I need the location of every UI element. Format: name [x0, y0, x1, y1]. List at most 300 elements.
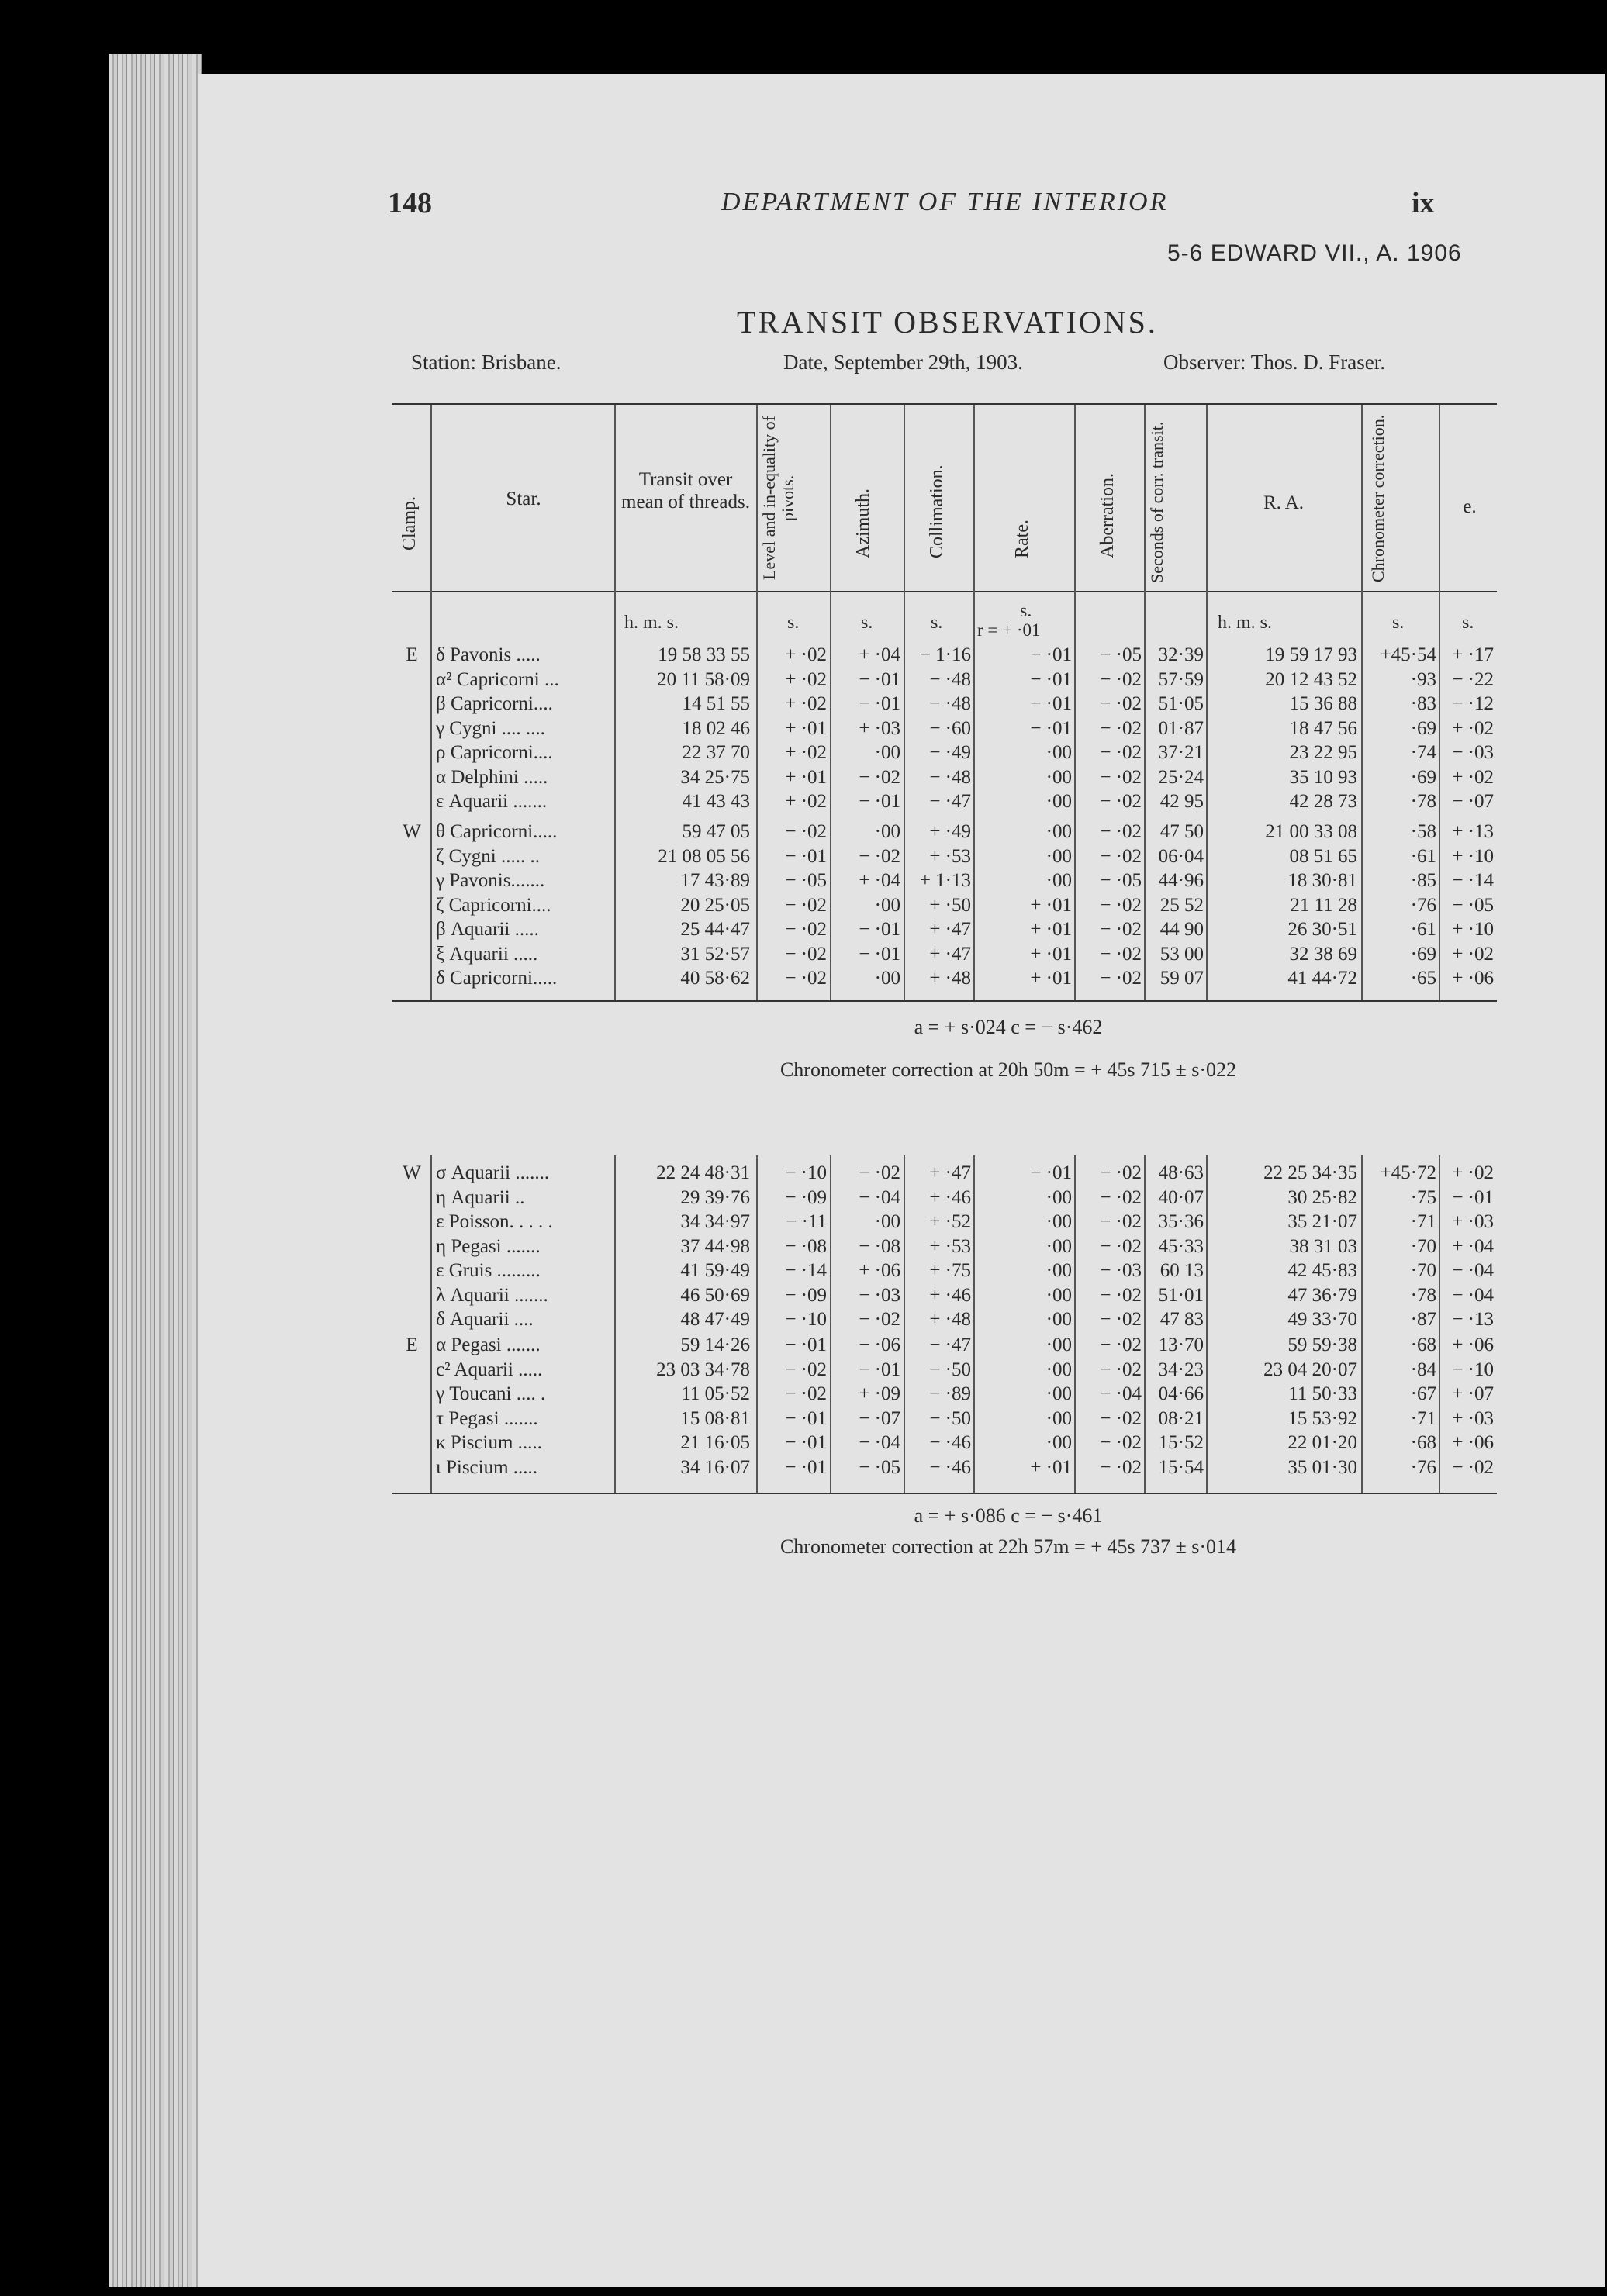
cell-chron: ·68 — [1410, 1432, 1436, 1453]
cell-seconds: 44 90 — [1159, 919, 1204, 940]
cell-level: − ·01 — [785, 1334, 827, 1355]
unit-e: s. — [1462, 613, 1474, 633]
cell-transit: 59 47 05 — [682, 821, 750, 842]
cell-star: ε Poisson. . . . . — [436, 1211, 553, 1232]
cell-chron: ·78 — [1410, 1284, 1436, 1306]
cell-rate: ·00 — [1045, 1383, 1072, 1404]
cell-aberration: − ·02 — [1100, 821, 1142, 842]
page-number: 148 — [388, 187, 432, 219]
cell-aberration: − ·02 — [1100, 919, 1142, 940]
col-header-clamp: Clamp. — [399, 496, 420, 551]
col-sep — [904, 405, 905, 1000]
col-header-level: Level and in-equality of pivots. — [759, 416, 798, 581]
col-header-ra: R. A. — [1263, 492, 1305, 513]
col-sep — [1074, 1155, 1076, 1493]
cell-e: − ·14 — [1452, 870, 1494, 891]
cell-ra: 38 31 03 — [1289, 1235, 1357, 1257]
cell-seconds: 37·21 — [1158, 742, 1204, 763]
cell-transit: 48 47·49 — [680, 1309, 750, 1330]
col-sep — [1361, 405, 1363, 1000]
cell-rate: ·00 — [1045, 1186, 1072, 1208]
cell-rate: ·00 — [1045, 821, 1072, 842]
cell-rate: ·00 — [1045, 845, 1072, 867]
cell-ra: 49 33·70 — [1287, 1309, 1357, 1330]
cell-rate: − ·01 — [1030, 693, 1072, 714]
cell-star: α Delphini ..... — [436, 766, 548, 788]
cell-transit: 25 44·47 — [680, 919, 750, 940]
cell-azimuth: − ·02 — [859, 845, 900, 867]
cell-star: ξ Aquarii ..... — [436, 943, 538, 965]
date-label: Date, September 29th, 1903. — [783, 350, 1023, 374]
cell-star: γ Pavonis....... — [436, 870, 545, 891]
cell-rate: ·00 — [1045, 742, 1072, 763]
cell-azimuth: − ·01 — [859, 693, 900, 714]
cell-seconds: 15·52 — [1158, 1432, 1204, 1453]
cell-e: + ·04 — [1452, 1235, 1494, 1257]
cell-star: β Capricorni.... — [436, 693, 553, 714]
cell-level: − ·14 — [785, 1260, 827, 1281]
col-header-aberration: Aberration. — [1097, 473, 1118, 558]
cell-chron: ·67 — [1410, 1383, 1436, 1404]
cell-chron: ·71 — [1410, 1211, 1436, 1232]
unit-ra: h. m. s. — [1218, 613, 1273, 633]
cell-ra: 15 53·92 — [1287, 1407, 1357, 1429]
cell-star: ζ Cygni ..... .. — [436, 845, 540, 867]
cell-rate: − ·01 — [1030, 1162, 1072, 1183]
cell-aberration: − ·02 — [1100, 943, 1142, 965]
cell-level: − ·09 — [785, 1186, 827, 1208]
col-header-rate: Rate. — [1012, 520, 1032, 558]
cell-azimuth: − ·01 — [859, 943, 900, 965]
cell-e: − ·07 — [1452, 791, 1494, 812]
cell-azimuth: ·00 — [874, 742, 900, 763]
cell-transit: 14 51 55 — [682, 693, 750, 714]
cell-collimation: + 1·13 — [919, 870, 971, 891]
cell-collimation: + ·47 — [929, 1162, 971, 1183]
cell-chron: ·69 — [1410, 717, 1436, 739]
cell-aberration: − ·02 — [1100, 1162, 1142, 1183]
cell-aberration: − ·04 — [1100, 1383, 1142, 1404]
cell-seconds: 57·59 — [1158, 668, 1204, 690]
cell-star: ζ Capricorni.... — [436, 894, 551, 916]
cell-chron: ·71 — [1410, 1407, 1436, 1429]
cell-seconds: 44·96 — [1158, 870, 1204, 891]
cell-azimuth: − ·03 — [859, 1284, 900, 1306]
cell-level: + ·02 — [785, 742, 827, 763]
cell-rate: + ·01 — [1030, 919, 1072, 940]
cell-chron: +45·54 — [1380, 644, 1436, 665]
cell-chron: ·70 — [1410, 1235, 1436, 1257]
cell-e: − ·10 — [1452, 1359, 1494, 1380]
cell-seconds: 08·21 — [1158, 1407, 1204, 1429]
cell-e: − ·13 — [1452, 1309, 1494, 1330]
col-sep — [830, 1155, 831, 1493]
cell-collimation: − ·48 — [929, 668, 971, 690]
cell-transit: 40 58·62 — [680, 968, 750, 989]
cell-aberration: − ·02 — [1100, 1334, 1142, 1355]
cell-e: + ·03 — [1452, 1211, 1494, 1232]
cell-level: − ·02 — [785, 1359, 827, 1380]
cell-seconds: 15·54 — [1158, 1456, 1204, 1478]
cell-seconds: 40·07 — [1158, 1186, 1204, 1208]
cell-azimuth: + ·04 — [859, 870, 900, 891]
cell-ra: 26 30·51 — [1287, 919, 1357, 940]
cell-collimation: + ·53 — [929, 845, 971, 867]
cell-clamp: E — [406, 644, 418, 665]
cell-level: − ·10 — [785, 1309, 827, 1330]
cell-rate: ·00 — [1045, 1211, 1072, 1232]
cell-ra: 18 47 56 — [1289, 717, 1357, 739]
unit-rate: s. — [1020, 601, 1032, 621]
unit-collimation: s. — [931, 613, 943, 633]
cell-chron: +45·72 — [1380, 1162, 1436, 1183]
col-sep — [614, 405, 616, 1000]
cell-transit: 34 34·97 — [680, 1211, 750, 1232]
cell-transit: 15 08·81 — [680, 1407, 750, 1429]
col-sep — [973, 1155, 975, 1493]
cell-level: + ·01 — [785, 766, 827, 788]
chronometer-note-1: Chronometer correction at 20h 50m = + 45s 715 ± s·022 — [779, 1058, 1237, 1081]
col-sep — [904, 1155, 905, 1493]
cell-e: + ·02 — [1452, 717, 1494, 739]
cell-aberration: − ·02 — [1100, 717, 1142, 739]
cell-aberration: − ·02 — [1100, 1235, 1142, 1257]
cell-seconds: 01·87 — [1158, 717, 1204, 739]
cell-chron: ·78 — [1410, 791, 1436, 812]
chronometer-note-2: Chronometer correction at 22h 57m = + 45s 737 ± s·014 — [779, 1535, 1237, 1558]
cell-e: − ·02 — [1452, 1456, 1494, 1478]
cell-transit: 46 50·69 — [680, 1284, 750, 1306]
cell-azimuth: − ·02 — [859, 1162, 900, 1183]
col-sep — [756, 1155, 758, 1493]
cell-aberration: − ·02 — [1100, 1211, 1142, 1232]
cell-seconds: 42 95 — [1159, 791, 1204, 812]
cell-e: + ·13 — [1452, 821, 1494, 842]
session-label: 5-6 EDWARD VII., A. 1906 — [1167, 240, 1462, 266]
cell-collimation: + ·48 — [929, 1309, 971, 1330]
cell-level: − ·02 — [785, 943, 827, 965]
cell-seconds: 45·33 — [1158, 1235, 1204, 1257]
cell-ra: 35 01·30 — [1287, 1456, 1357, 1478]
cell-ra: 23 22 95 — [1289, 742, 1357, 763]
cell-rate: ·00 — [1045, 1334, 1072, 1355]
cell-e: − ·05 — [1452, 894, 1494, 916]
cell-collimation: − ·48 — [929, 693, 971, 714]
col-sep — [973, 405, 975, 1000]
cell-e: + ·17 — [1452, 644, 1494, 665]
unit-level: s. — [787, 613, 800, 633]
cell-star: ε Aquarii ....... — [436, 791, 548, 812]
col-sep — [830, 405, 831, 1000]
unit-chronometer: s. — [1392, 613, 1405, 633]
cell-level: + ·02 — [785, 644, 827, 665]
col-sep — [756, 405, 758, 1000]
cell-seconds: 60 13 — [1159, 1260, 1204, 1281]
cell-transit: 29 39·76 — [680, 1186, 750, 1208]
cell-level: − ·01 — [785, 1407, 827, 1429]
cell-azimuth: − ·01 — [859, 668, 900, 690]
cell-aberration: − ·02 — [1100, 845, 1142, 867]
cell-transit: 18 02 46 — [682, 717, 750, 739]
cell-chron: ·83 — [1410, 693, 1436, 714]
page-title: TRANSIT OBSERVATIONS. — [737, 305, 1158, 340]
cell-ra: 15 36 88 — [1289, 693, 1357, 714]
col-sep — [430, 405, 432, 1000]
cell-seconds: 04·66 — [1158, 1383, 1204, 1404]
cell-collimation: − ·50 — [929, 1359, 971, 1380]
cell-collimation: − 1·16 — [919, 644, 971, 665]
cell-seconds: 06·04 — [1158, 845, 1204, 867]
cell-azimuth: − ·07 — [859, 1407, 900, 1429]
cell-chron: ·61 — [1410, 919, 1436, 940]
cell-level: − ·02 — [785, 968, 827, 989]
cell-aberration: − ·02 — [1100, 894, 1142, 916]
cell-seconds: 32·39 — [1158, 644, 1204, 665]
cell-transit: 22 24 48·31 — [656, 1162, 750, 1183]
cell-chron: ·93 — [1410, 668, 1436, 690]
cell-ra: 21 00 33 08 — [1265, 821, 1357, 842]
cell-star: ε Gruis ......... — [436, 1260, 541, 1281]
cell-ra: 18 30·81 — [1287, 870, 1357, 891]
cell-seconds: 35·36 — [1158, 1211, 1204, 1232]
cell-transit: 20 11 58·09 — [657, 668, 750, 690]
cell-level: − ·01 — [785, 1432, 827, 1453]
col-sep — [1074, 405, 1076, 1000]
cell-azimuth: ·00 — [874, 821, 900, 842]
cell-star: δ Pavonis ..... — [436, 644, 541, 665]
cell-star: δ Aquarii .... — [436, 1309, 534, 1330]
cell-aberration: − ·02 — [1100, 668, 1142, 690]
cell-e: + ·02 — [1452, 943, 1494, 965]
cell-collimation: − ·46 — [929, 1432, 971, 1453]
cell-azimuth: + ·06 — [859, 1260, 900, 1281]
cell-seconds: 47 83 — [1159, 1309, 1204, 1330]
cell-level: − ·02 — [785, 919, 827, 940]
cell-chron: ·75 — [1410, 1186, 1436, 1208]
cell-azimuth: + ·09 — [859, 1383, 900, 1404]
cell-collimation: + ·49 — [929, 821, 971, 842]
cell-azimuth: + ·04 — [859, 644, 900, 665]
cell-aberration: − ·02 — [1100, 1359, 1142, 1380]
cell-aberration: − ·05 — [1100, 870, 1142, 891]
cell-chron: ·68 — [1410, 1334, 1436, 1355]
col-header-azimuth: Azimuth. — [853, 489, 873, 558]
cell-star: η Pegasi ....... — [436, 1235, 541, 1257]
cell-rate: + ·01 — [1030, 943, 1072, 965]
cell-e: + ·02 — [1452, 766, 1494, 788]
cell-e: + ·10 — [1452, 919, 1494, 940]
cell-transit: 31 52·57 — [680, 943, 750, 965]
cell-collimation: + ·47 — [929, 943, 971, 965]
cell-ra: 19 59 17 93 — [1265, 644, 1357, 665]
cell-collimation: + ·53 — [929, 1235, 971, 1257]
block-bottom-rule — [392, 1000, 1497, 1002]
cell-star: γ Cygni .... .... — [436, 717, 545, 739]
cell-aberration: − ·02 — [1100, 1432, 1142, 1453]
cell-collimation: + ·50 — [929, 894, 971, 916]
cell-transit: 34 25·75 — [680, 766, 750, 788]
col-sep — [1439, 405, 1440, 1000]
cell-collimation: + ·52 — [929, 1211, 971, 1232]
cell-seconds: 25·24 — [1158, 766, 1204, 788]
cell-e: − ·03 — [1452, 742, 1494, 763]
cell-azimuth: − ·02 — [859, 1309, 900, 1330]
cell-star: λ Aquarii ....... — [436, 1284, 548, 1306]
cell-chron: ·65 — [1410, 968, 1436, 989]
cell-collimation: − ·47 — [929, 791, 971, 812]
cell-ra: 22 25 34·35 — [1263, 1162, 1357, 1183]
cell-seconds: 53 00 — [1159, 943, 1204, 965]
cell-e: − ·12 — [1452, 693, 1494, 714]
unit-transit: h. m. s. — [624, 613, 679, 633]
col-header-chronometer: Chronometer correction. — [1368, 414, 1388, 582]
cell-ra: 23 04 20·07 — [1263, 1359, 1357, 1380]
cell-star: κ Piscium ..... — [436, 1432, 542, 1453]
cell-ra: 22 01·20 — [1287, 1432, 1357, 1453]
cell-transit: 41 43 43 — [682, 791, 750, 812]
col-header-seconds: Seconds of corr. transit. — [1147, 421, 1166, 583]
cell-azimuth: + ·03 — [859, 717, 900, 739]
cell-seconds: 51·01 — [1158, 1284, 1204, 1306]
cell-transit: 17 43·89 — [680, 870, 750, 891]
col-sep — [1144, 1155, 1146, 1493]
cell-aberration: − ·02 — [1100, 791, 1142, 812]
cell-azimuth: ·00 — [874, 1211, 900, 1232]
cell-level: − ·01 — [785, 1456, 827, 1478]
cell-ra: 59 59·38 — [1287, 1334, 1357, 1355]
cell-azimuth: ·00 — [874, 894, 900, 916]
cell-chron: ·69 — [1410, 943, 1436, 965]
cell-azimuth: − ·05 — [859, 1456, 900, 1478]
cell-seconds: 25 52 — [1159, 894, 1204, 916]
cell-transit: 20 25·05 — [680, 894, 750, 916]
cell-level: − ·09 — [785, 1284, 827, 1306]
cell-e: + ·03 — [1452, 1407, 1494, 1429]
cell-collimation: + ·46 — [929, 1284, 971, 1306]
cell-e: − ·01 — [1452, 1186, 1494, 1208]
cell-chron: ·74 — [1410, 742, 1436, 763]
cell-rate: ·00 — [1045, 1260, 1072, 1281]
cell-chron: ·84 — [1410, 1359, 1436, 1380]
col-sep — [1144, 405, 1146, 1000]
cell-rate: ·00 — [1045, 791, 1072, 812]
cell-rate: ·00 — [1045, 1359, 1072, 1380]
cell-seconds: 47 50 — [1159, 821, 1204, 842]
cell-collimation: − ·49 — [929, 742, 971, 763]
cell-ra: 11 50·33 — [1288, 1383, 1357, 1404]
cell-ra: 21 11 28 — [1290, 894, 1357, 916]
cell-aberration: − ·02 — [1100, 766, 1142, 788]
cell-transit: 37 44·98 — [680, 1235, 750, 1257]
cell-rate: − ·01 — [1030, 668, 1072, 690]
cell-seconds: 48·63 — [1158, 1162, 1204, 1183]
col-header-e: e. — [1463, 496, 1477, 517]
cell-rate: ·00 — [1045, 870, 1072, 891]
cell-rate: + ·01 — [1030, 1456, 1072, 1478]
cell-level: + ·01 — [785, 717, 827, 739]
cell-e: − ·22 — [1452, 668, 1494, 690]
cell-ra: 42 28 73 — [1289, 791, 1357, 812]
cell-azimuth: − ·08 — [859, 1235, 900, 1257]
cell-collimation: + ·75 — [929, 1260, 971, 1281]
cell-aberration: − ·02 — [1100, 1456, 1142, 1478]
cell-collimation: + ·48 — [929, 968, 971, 989]
col-header-star: Star. — [506, 489, 541, 509]
cell-level: − ·02 — [785, 894, 827, 916]
cell-azimuth: − ·04 — [859, 1432, 900, 1453]
col-header-collimation: Collimation. — [927, 464, 947, 559]
station-label: Station: Brisbane. — [411, 350, 562, 374]
cell-e: − ·04 — [1452, 1260, 1494, 1281]
cell-level: − ·01 — [785, 845, 827, 867]
cell-clamp: E — [406, 1334, 418, 1355]
cell-level: − ·11 — [786, 1211, 827, 1232]
cell-level: − ·05 — [785, 870, 827, 891]
cell-rate: − ·01 — [1030, 644, 1072, 665]
col-sep — [1206, 1155, 1208, 1493]
cell-transit: 21 08 05 56 — [658, 845, 750, 867]
cell-rate: ·00 — [1045, 1284, 1072, 1306]
constants-note-1: a = + s·024 c = − s·462 — [914, 1016, 1103, 1038]
cell-ra: 30 25·82 — [1287, 1186, 1357, 1208]
cell-star: δ Capricorni..... — [436, 968, 558, 989]
cell-star: α² Capricorni ... — [436, 668, 559, 690]
cell-level: − ·08 — [785, 1235, 827, 1257]
cell-star: c² Aquarii ..... — [436, 1359, 543, 1380]
cell-azimuth: − ·02 — [859, 766, 900, 788]
cell-e: + ·06 — [1452, 968, 1494, 989]
cell-rate: ·00 — [1045, 1309, 1072, 1330]
cell-aberration: − ·02 — [1100, 693, 1142, 714]
rate-value: r = + ·01 — [977, 620, 1041, 640]
cell-rate: − ·01 — [1030, 717, 1072, 739]
cell-chron: ·61 — [1410, 845, 1436, 867]
cell-star: η Aquarii .. — [436, 1186, 525, 1208]
cell-e: + ·02 — [1452, 1162, 1494, 1183]
cell-azimuth: − ·01 — [859, 919, 900, 940]
cell-rate: ·00 — [1045, 1235, 1072, 1257]
cell-azimuth: − ·06 — [859, 1334, 900, 1355]
cell-rate: ·00 — [1045, 1432, 1072, 1453]
cell-level: + ·02 — [785, 791, 827, 812]
cell-transit: 21 16·05 — [680, 1432, 750, 1453]
col-sep — [430, 1155, 432, 1493]
page-stack-edge — [109, 54, 202, 2287]
cell-level: − ·02 — [785, 821, 827, 842]
cell-rate: ·00 — [1045, 766, 1072, 788]
cell-azimuth: − ·01 — [859, 791, 900, 812]
cell-rate: + ·01 — [1030, 894, 1072, 916]
cell-collimation: − ·50 — [929, 1407, 971, 1429]
cell-azimuth: − ·04 — [859, 1186, 900, 1208]
cell-ra: 32 38 69 — [1289, 943, 1357, 965]
cell-level: − ·02 — [785, 1383, 827, 1404]
cell-e: − ·04 — [1452, 1284, 1494, 1306]
department-heading: DEPARTMENT OF THE INTERIOR — [721, 188, 1169, 216]
cell-aberration: − ·05 — [1100, 644, 1142, 665]
cell-e: + ·06 — [1452, 1334, 1494, 1355]
cell-star: α Pegasi ....... — [436, 1334, 541, 1355]
cell-collimation: + ·47 — [929, 919, 971, 940]
col-sep — [1439, 1155, 1440, 1493]
cell-e: + ·06 — [1452, 1432, 1494, 1453]
cell-transit: 41 59·49 — [680, 1260, 750, 1281]
cell-seconds: 34·23 — [1158, 1359, 1204, 1380]
cell-transit: 59 14·26 — [680, 1334, 750, 1355]
cell-star: σ Aquarii ....... — [436, 1162, 550, 1183]
observer-label: Observer: Thos. D. Fraser. — [1163, 350, 1385, 374]
cell-chron: ·69 — [1410, 766, 1436, 788]
